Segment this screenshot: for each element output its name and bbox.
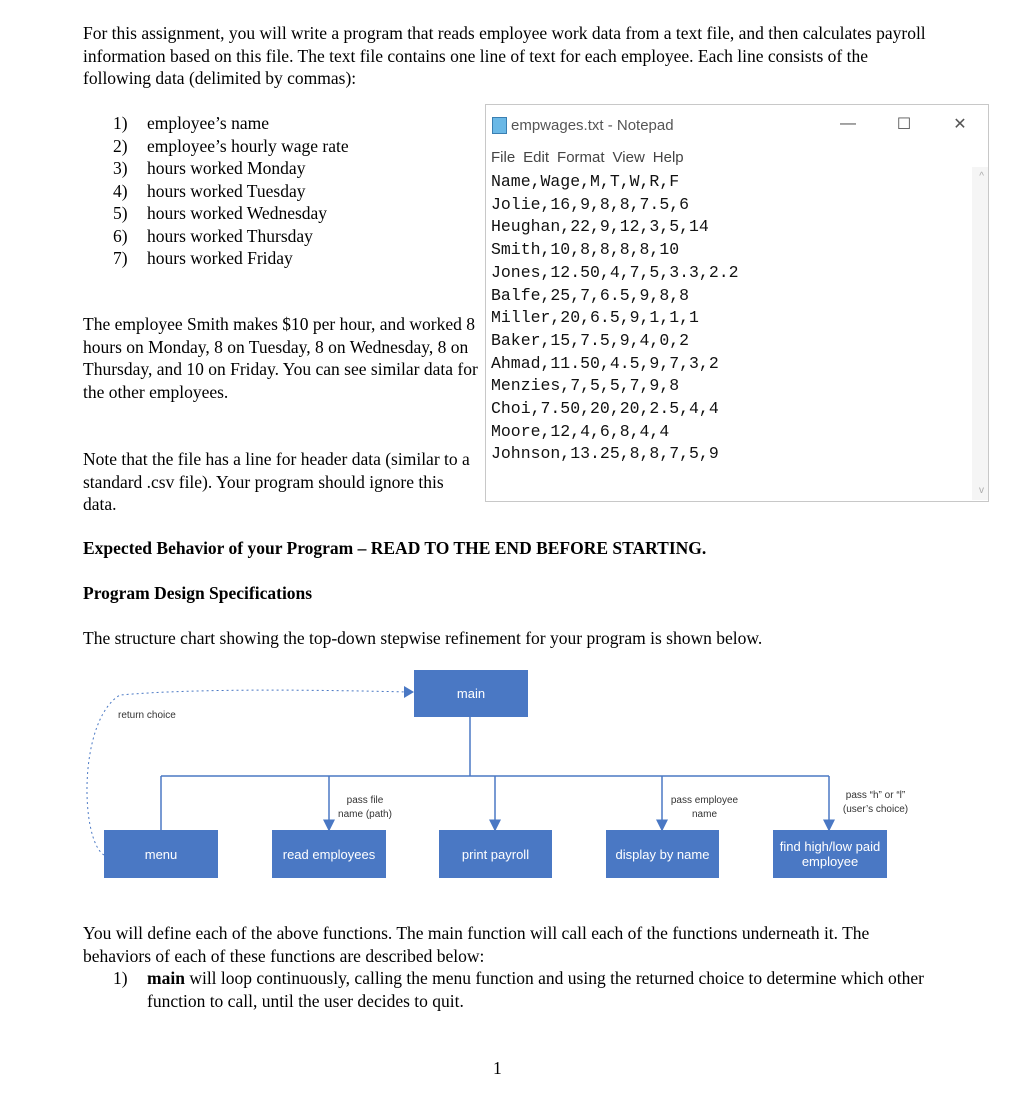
read-employees-box: read employees: [272, 830, 386, 878]
menu-view[interactable]: View: [612, 149, 645, 166]
close-button[interactable]: ✕: [953, 116, 967, 133]
pass-hl-line2: (user’s choice): [842, 804, 909, 815]
data-item-text: employee’s hourly wage rate: [147, 135, 349, 156]
notepad-line: Ahmad,11.50,4.5,9,7,3,2: [491, 353, 719, 373]
data-item-text: hours worked Friday: [147, 248, 293, 268]
notepad-line: Balfe,25,7,6.5,9,8,8: [491, 285, 690, 305]
data-item-text: employee’s name: [147, 113, 269, 133]
data-item-number: 6): [113, 225, 128, 246]
notepad-line: Miller,20,6.5,9,1,1,1: [491, 308, 699, 328]
data-item-number: 5): [113, 203, 128, 223]
minimize-button[interactable]: —: [840, 115, 856, 132]
data-item-text: hours worked Thursday: [147, 225, 313, 246]
main-box: main: [414, 670, 528, 717]
maximize-button[interactable]: ☐: [896, 116, 912, 133]
pass-file-label: [330, 794, 400, 822]
pass-employee-line1: pass employee: [670, 795, 739, 806]
display-by-name-box: display by name: [606, 830, 719, 878]
define-paragraph: You will define each of the above functions. The main function will call each of the functions underneath it. The behaviors of each of these functions are described below:: [83, 923, 870, 966]
pass-file-line2: name (path): [338, 809, 392, 820]
notepad-title: empwages.txt - Notepad: [511, 116, 674, 134]
menu-box: menu: [104, 830, 218, 878]
notepad-line: Choi,7.50,20,20,2.5,4,4: [491, 399, 719, 419]
data-item-text: hours worked Wednesday: [147, 203, 328, 223]
main-description: [113, 967, 933, 1012]
heading-expected-behavior: Expected Behavior of your Program – READ TO THE END BEFORE STARTING.: [83, 538, 707, 558]
scroll-down-icon[interactable]: v: [979, 485, 984, 496]
main-item-text: [147, 967, 933, 1012]
notepad-line: Johnson,13.25,8,8,7,5,9: [491, 444, 719, 464]
data-item-number: 4): [113, 180, 128, 201]
menu-file[interactable]: File: [491, 149, 516, 166]
main-item-rest: will loop continuously, calling the menu function and using the returned choice to determine which other function to call, until the user decides to quit.: [147, 968, 924, 1011]
notepad-line: Smith,10,8,8,8,8,10: [491, 240, 680, 260]
print-payroll-box: print payroll: [439, 830, 552, 878]
data-item-number: 3): [113, 158, 128, 178]
pass-employee-label: [662, 794, 747, 822]
scroll-up-icon[interactable]: ^: [979, 171, 984, 182]
pass-employee-line2: name: [691, 809, 717, 820]
smith-paragraph: The employee Smith makes $10 per hour, and worked 8 hours on Monday, 8 on Tuesday, 8 on Wednesday, 8 on Thursday, and 10 on Friday. You can see similar data for the other employees.: [83, 314, 478, 402]
pass-hl-label: [833, 789, 918, 817]
pass-file-line1: pass file: [346, 795, 384, 806]
notepad-line: Name,Wage,M,T,W,R,F: [491, 172, 680, 191]
notepad-line: Menzies,7,5,5,7,9,8: [491, 376, 680, 396]
notepad-line: Jones,12.50,4,7,5,3.3,2.2: [491, 262, 739, 282]
data-item-number: 2): [113, 135, 128, 156]
data-item-number: 1): [113, 113, 128, 133]
structure-chart-intro: The structure chart showing the top-down stepwise refinement for your program is shown below.: [83, 628, 763, 648]
heading-design-specs: Program Design Specifications: [83, 583, 313, 603]
pass-hl-line1: pass “h” or “l”: [845, 790, 906, 801]
main-item-number: 1): [113, 968, 128, 988]
data-item-text: hours worked Tuesday: [147, 180, 306, 201]
page-number: 1: [493, 1058, 502, 1078]
menu-edit[interactable]: Edit: [523, 149, 550, 166]
menu-format[interactable]: Format: [557, 149, 605, 166]
menu-help[interactable]: Help: [652, 149, 684, 166]
data-item-text: hours worked Monday: [147, 158, 306, 178]
notepad-line: Baker,15,7.5,9,4,0,2: [491, 330, 690, 350]
notepad-line: Jolie,16,9,8,8,7.5,6: [491, 194, 690, 214]
return-choice-label: return choice: [118, 710, 176, 721]
notepad-line: Moore,12,4,6,8,4,4: [491, 421, 670, 441]
notepad-line: Heughan,22,9,12,3,5,14: [491, 217, 709, 237]
find-high-low-box: find high/low paid employee: [773, 830, 887, 878]
intro-paragraph: For this assignment, you will write a program that reads employee work data from a text file, and then calculates payroll information based on this file. The text file contains one line of text for each employee. Each line consists of the following data (delimited by commas):: [83, 23, 926, 88]
note-paragraph: Note that the file has a line for header data (similar to a standard .csv file). Your program should ignore this data.: [83, 449, 470, 514]
data-item-number: 7): [113, 248, 128, 268]
main-item-bold: main: [147, 968, 185, 988]
